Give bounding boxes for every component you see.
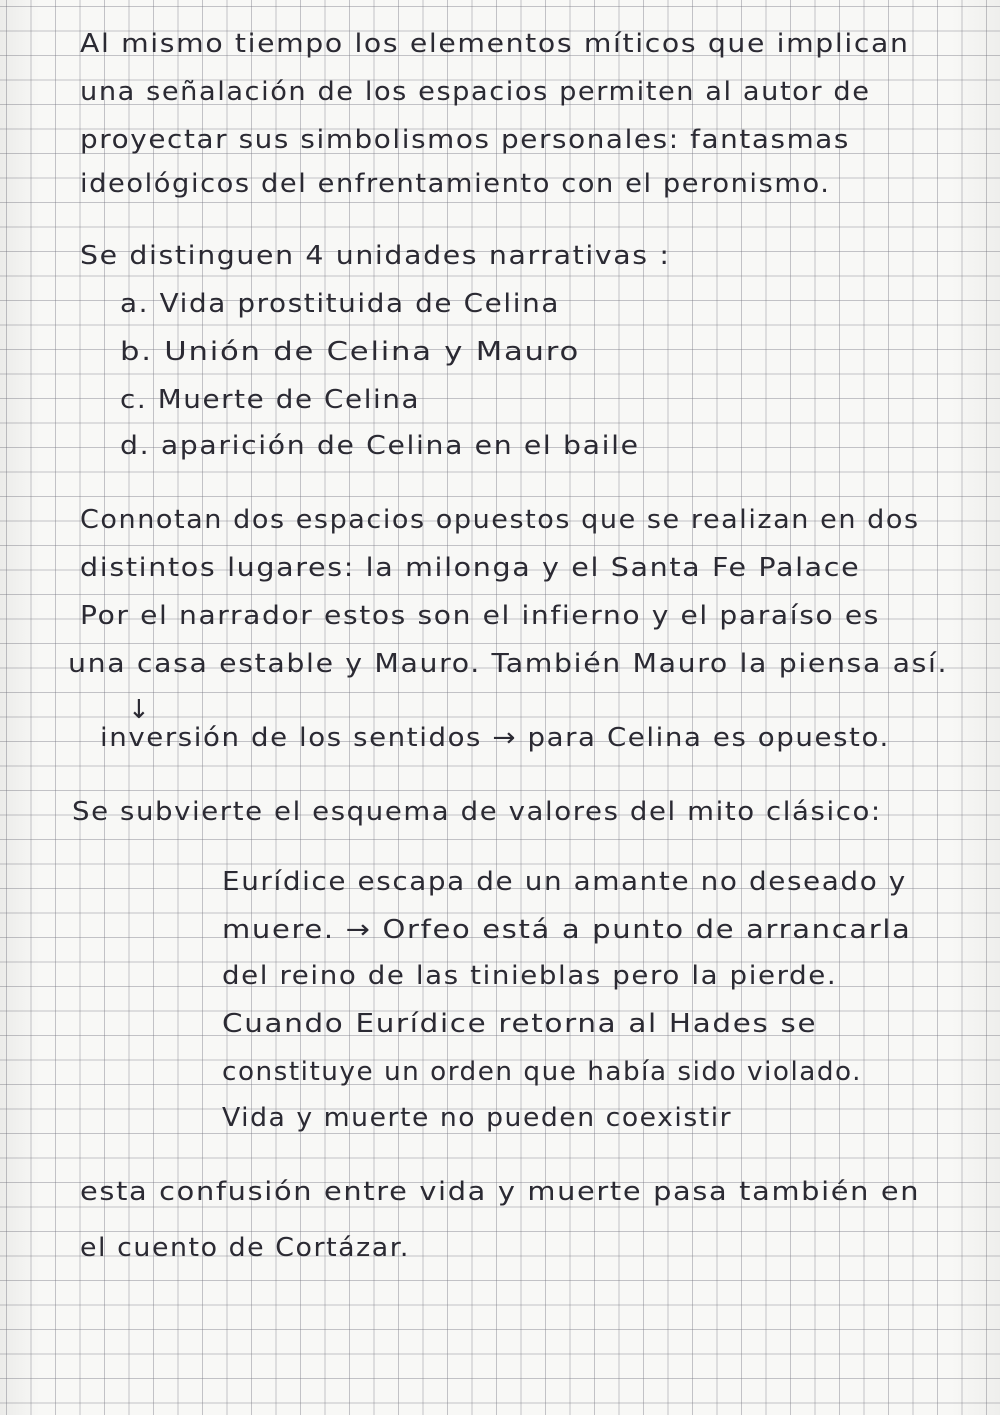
inversion-line: inversión de los sentidos → para Celina es opuesto. [100, 723, 890, 753]
paragraph-1-line-3: proyectar sus simbolismos personales: fantasmas [80, 125, 851, 155]
unit-item-d: d. aparición de Celina en el baile [120, 431, 640, 461]
paragraph-1-line-2: una señalación de los espacios permiten al autor de [80, 77, 871, 107]
myth-line-2: muere. → Orfeo está a punto de arrancarla [222, 915, 912, 945]
paragraph-1-line-4: ideológicos del enfrentamiento con el peronismo. [80, 169, 831, 199]
paragraph-1-line-1: Al mismo tiempo los elementos míticos que implican [80, 29, 910, 59]
unit-item-b: b. Unión de Celina y Mauro [120, 337, 580, 367]
myth-line-4: Cuando Eurídice retorna al Hades se [222, 1009, 818, 1039]
closing-line-2: el cuento de Cortázar. [80, 1233, 410, 1263]
closing-line-1: esta confusión entre vida y muerte pasa también en [80, 1177, 921, 1207]
page-shadow-right [950, 0, 1000, 1415]
unit-item-c: c. Muerte de Celina [120, 385, 421, 415]
unit-item-a: a. Vida prostituida de Celina [120, 289, 560, 319]
units-heading: Se distinguen 4 unidades narrativas : [80, 241, 671, 271]
myth-line-5: constituye un orden que había sido violado. [222, 1057, 863, 1087]
page-shadow-left [0, 0, 40, 1415]
myth-line-6: Vida y muerte no pueden coexistir [222, 1103, 733, 1133]
myth-line-3: del reino de las tinieblas pero la pierde. [222, 961, 838, 991]
paragraph-2-line-1: Connotan dos espacios opuestos que se realizan en dos [80, 505, 920, 535]
paragraph-2-line-2: distintos lugares: la milonga y el Santa Fe Palace [80, 553, 861, 583]
myth-line-1: Eurídice escapa de un amante no deseado y [222, 867, 907, 897]
myth-heading: Se subvierte el esquema de valores del mito clásico: [72, 797, 882, 827]
paragraph-2-line-4: una casa estable y Mauro. También Mauro la piensa así. [68, 649, 949, 679]
paragraph-2-line-3: Por el narrador estos son el infierno y el paraíso es [80, 601, 881, 631]
arrow-down-icon: ↓ [128, 695, 150, 725]
